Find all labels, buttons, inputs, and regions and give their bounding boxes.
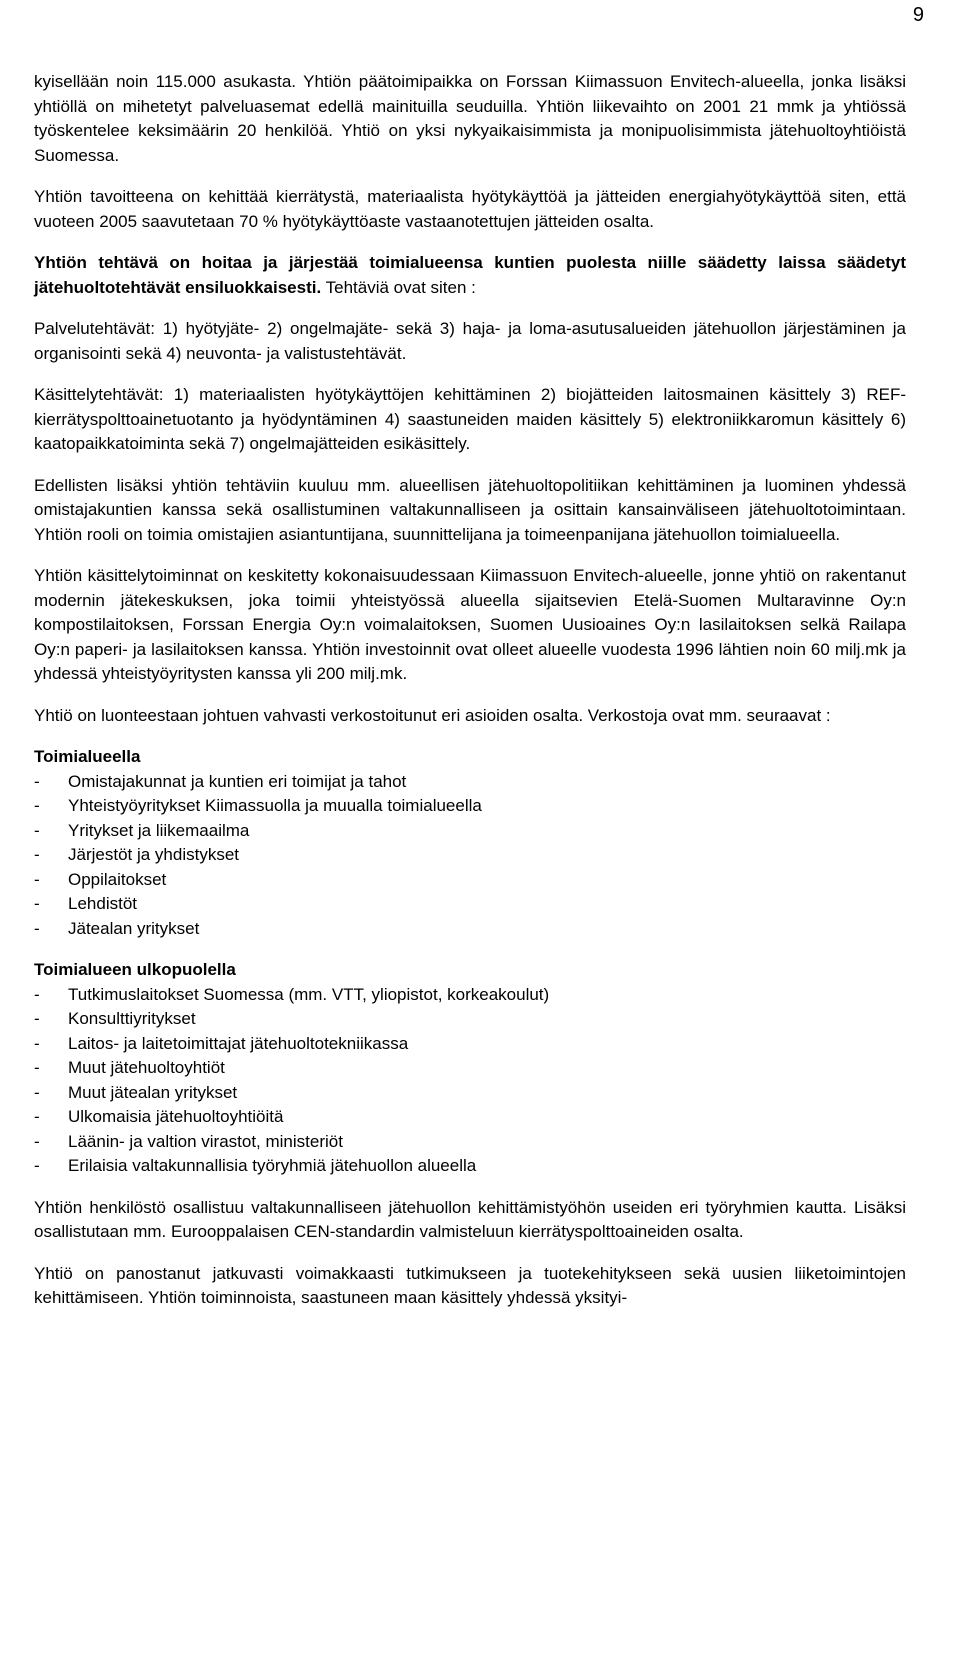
paragraph-network-intro: Yhtiö on luonteestaan johtuen vahvasti verkostoitunut eri asioiden osalta. Verkostoja ovat mm. seuraavat : [34, 705, 831, 725]
list-outside-area [34, 983, 906, 1179]
list-item-text: Laitos- ja laitetoimittajat jätehuoltotekniikassa [68, 1033, 409, 1053]
list-item-text: Lehdistöt [68, 894, 137, 913]
dash-bullet: - [34, 820, 40, 840]
list-item-text: Muut jätehuoltoyhtiöt [68, 1058, 225, 1077]
dash-bullet: - [34, 1033, 40, 1053]
list-item [34, 1007, 906, 1032]
dash-bullet: - [34, 796, 40, 815]
list-item-text: Konsulttiyritykset [68, 1009, 196, 1028]
paragraph-goal: Yhtiön tavoitteena on kehittää kierrätystä, materiaalista hyötykäyttöä ja jätteiden energiahyötykäyttöä siten, että vuoteen 2005 saavutetaan 70 % hyötykäyttöaste vastaanotettujen jätteiden osalta. [34, 187, 906, 231]
dash-bullet: - [34, 869, 40, 889]
dash-bullet: - [34, 984, 40, 1004]
page-number: 9 [912, 4, 924, 26]
list-item [34, 1154, 906, 1179]
document-body [34, 70, 906, 1328]
list-item-text: Ulkomaisia jätehuoltoyhtiöitä [68, 1107, 284, 1126]
list-item [34, 770, 906, 795]
list-item [34, 1105, 906, 1130]
list-item [34, 868, 906, 893]
dash-bullet: - [34, 1156, 40, 1175]
list-item [34, 917, 906, 942]
list-item-text: Tutkimuslaitokset Suomessa (mm. VTT, yliopistot, korkeakoulut) [68, 984, 550, 1004]
list-item [34, 983, 906, 1008]
paragraph-intro: kyisellään noin 115.000 asukasta. Yhtiön päätoimipaikka on Forssan Kiimassuon Envitech-alueella, jonka lisäksi yhtiöllä on mihetetyt palveluasemat edellä mainituilla seuduilla. Yhtiön liikevaihto on 2001 21 mmk ja yhtiössä työskentelee keksimäärin 20 henkilöä. Yhtiö on yksi nykyaikaisimmista ja monipuolisimmista jätehuoltoyhtiöistä Suomessa. [34, 72, 906, 165]
list-item [34, 1130, 906, 1155]
paragraph-closing: Yhtiö on panostanut jatkuvasti voimakkaasti tutkimukseen ja tuotekehitykseen sekä uusien liiketoimintojen kehittämiseen. Yhtiön toiminnoista, saastuneen maan käsittely yhdessä yksityi- [34, 1263, 906, 1307]
dash-bullet: - [34, 894, 40, 913]
heading-outside-area: Toimialueen ulkopuolella [34, 960, 236, 979]
paragraph-staff: Yhtiön henkilöstö osallistuu valtakunnalliseen jätehuollon kehittämistyöhön useiden eri työryhmien kautta. Lisäksi osallistutaan mm. Eurooppalaisen CEN-standardin valmisteluun kierrätyspolttoaineiden osalta. [34, 1197, 906, 1241]
list-item-text: Muut jätealan yritykset [68, 1082, 238, 1102]
dash-bullet: - [34, 918, 40, 938]
list-item-text: Yritykset ja liikemaailma [68, 820, 250, 840]
dash-bullet: - [34, 1082, 40, 1102]
paragraph-other-tasks: Edellisten lisäksi yhtiön tehtäviin kuuluu mm. alueellisen jätehuoltopolitiikan kehittäminen ja luominen yhdessä omistajakuntien kanssa sekä osallistuminen valtakunnalliseen ja osittain kansainväliseen jätehuoltotoimintaan. Yhtiön rooli on toimia omistajien asiantuntijana, suunnittelijana ja toimeenpanijana jätehuollon toimialueella. [34, 475, 906, 544]
list-item [34, 1081, 906, 1106]
dash-bullet: - [34, 845, 40, 864]
list-item-text: Omistajakunnat ja kuntien eri toimijat ja tahot [68, 771, 407, 791]
list-inside-area [34, 770, 906, 942]
tasks-rest-text: Tehtäviä ovat siten : [321, 277, 476, 297]
dash-bullet: - [34, 1009, 40, 1028]
dash-bullet: - [34, 1131, 40, 1151]
list-item [34, 794, 906, 819]
list-item-text: Jätealan yritykset [68, 918, 200, 938]
list-item-text: Oppilaitokset [68, 869, 167, 889]
list-item [34, 819, 906, 844]
list-item [34, 1032, 906, 1057]
list-item-text: Järjestöt ja yhdistykset [68, 845, 240, 864]
dash-bullet: - [34, 1058, 40, 1077]
dash-bullet: - [34, 1107, 40, 1126]
list-item [34, 843, 906, 868]
list-item [34, 1056, 906, 1081]
dash-bullet: - [34, 771, 40, 791]
paragraph-operations: Yhtiön käsittelytoiminnat on keskitetty kokonaisuudessaan Kiimassuon Envitech-alueelle, jonne yhtiö on rakentanut modernin jätekeskuksen, joka toimii yhteistyössä alueella sijaitsevien Etelä-Suomen Multaravinne Oy:n kompostilaitoksen, Forssan Energia Oy:n voimalaitoksen, Suomen Uusioaines Oy:n lasilaitoksen selkä Railapa Oy:n paperi- ja lasilaitoksen kanssa. Yhtiön investoinnit ovat olleet alueelle vuodesta 1996 lähtien noin 60 milj.mk ja yhdessä yhteistyöyritysten kanssa yli 200 milj.mk. [34, 566, 906, 683]
list-item-text: Erilaisia valtakunnallisia työryhmiä jätehuollon alueella [68, 1156, 477, 1175]
list-item-text: Läänin- ja valtion virastot, ministeriöt [68, 1131, 343, 1151]
list-item-text: Yhteistyöyritykset Kiimassuolla ja muualla toimialueella [68, 796, 482, 815]
paragraph-processing-tasks: Käsittelytehtävät: 1) materiaalisten hyötykäyttöjen kehittäminen 2) biojätteiden laitosmainen käsittely 3) REF-kierrätyspolttoainetuotanto ja hyödyntäminen 4) saastuneiden maiden käsittely 5) elektroniikkaromun käsittely 6) kaatopaikkatoiminta sekä 7) ongelmajätteiden esikäsittely. [34, 385, 906, 453]
paragraph-service-tasks: Palvelutehtävät: 1) hyötyjäte- 2) ongelmajäte- sekä 3) haja- ja loma-asutusalueiden jätehuollon järjestäminen ja organisointi sekä 4) neuvonta- ja valistustehtävät. [34, 319, 906, 363]
heading-inside-area: Toimialueella [34, 747, 141, 766]
paragraph-tasks [34, 251, 906, 300]
list-item [34, 892, 906, 917]
tasks-bold-text: Yhtiön tehtävä on hoitaa ja järjestää toimialueensa kuntien puolesta niille säädetty laissa säädetyt jätehuoltotehtävät ensiluokkaisesti. [34, 253, 906, 297]
